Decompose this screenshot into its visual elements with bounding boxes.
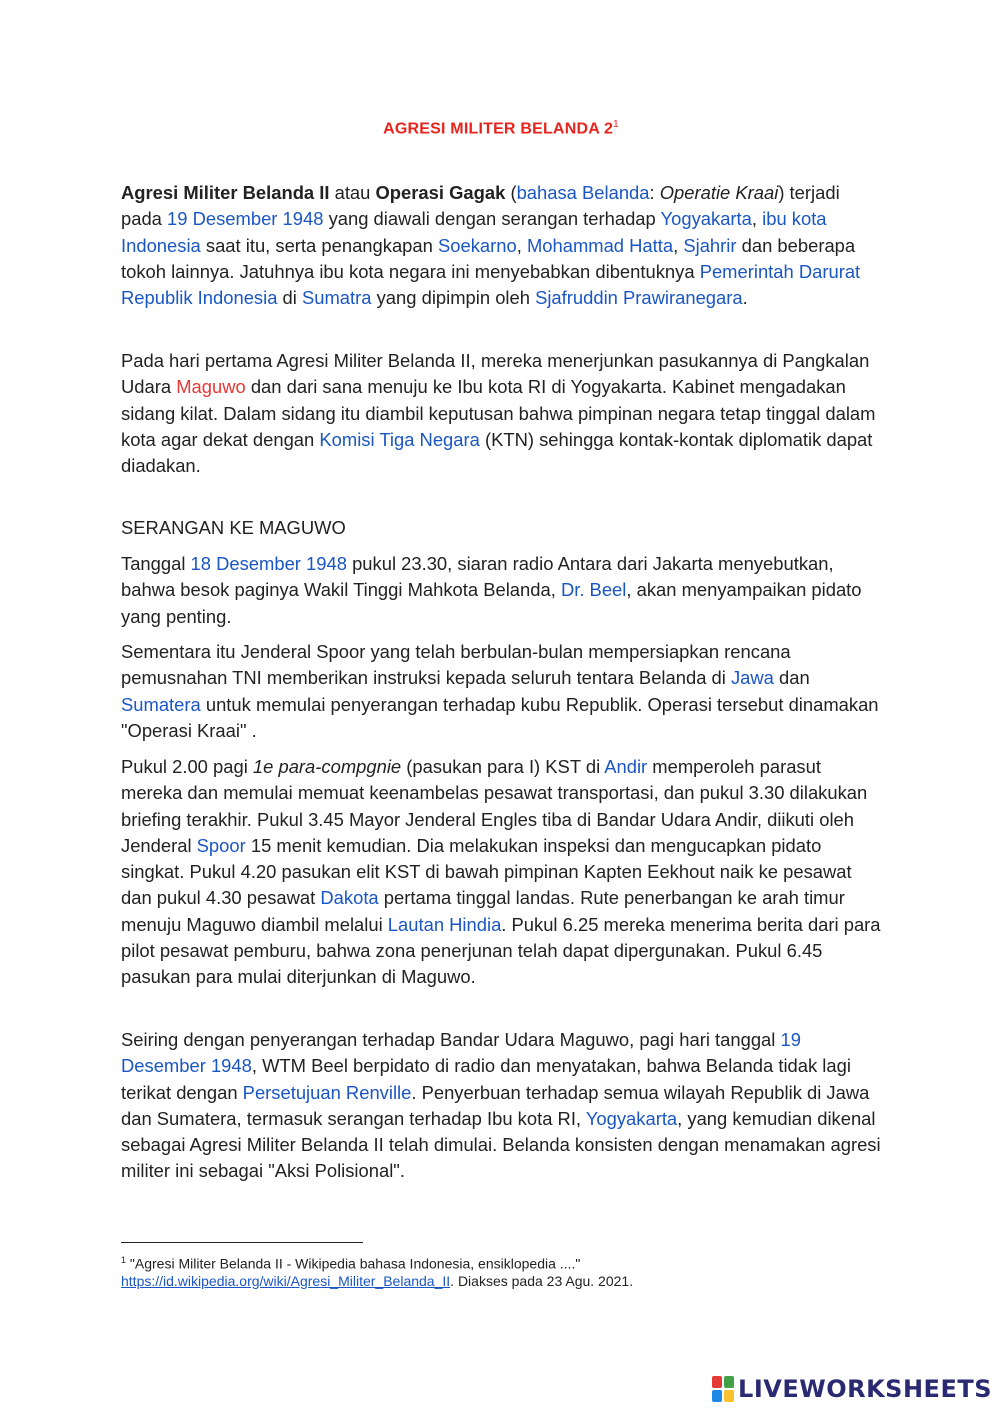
paragraph bbox=[121, 639, 881, 744]
inline-link[interactable]: Lautan Hindia bbox=[387, 913, 502, 935]
title-footnote-mark: 1 bbox=[613, 119, 619, 130]
inline-link[interactable]: Yogyakarta bbox=[660, 208, 752, 230]
watermark-text: LIVEWORKSHEETS bbox=[738, 1375, 992, 1403]
text-run: dan dari sana menuju ke Ibu kota RI di Yogyakarta. Kabinet mengadakan sidang kilat. Dalam sidang itu diambil keputusan bahwa pimpinan negara tetap tinggal dalam kota agar dekat dengan bbox=[121, 376, 876, 450]
text-run: , yang kemudian dikenal sebagai Agresi Militer Belanda II telah dimulai. Belanda konsisten dengan menamakan agresi militer ini sebagai "Aksi Polisional". bbox=[121, 1107, 881, 1182]
text-run: (pasukan para I) KST di bbox=[401, 756, 605, 777]
page-title bbox=[121, 119, 881, 138]
footnote-separator bbox=[121, 1242, 363, 1243]
text-run: , bbox=[751, 208, 763, 230]
inline-link[interactable]: Spoor bbox=[196, 834, 246, 856]
paragraph bbox=[121, 754, 881, 991]
text-run: di bbox=[277, 287, 302, 309]
text-run: Sementara itu Jenderal Spoor yang telah berbulan-bulan mempersiapkan rencana pemusnahan TNI memberikan instruksi kepada seluruh tentara Belanda di bbox=[121, 641, 791, 689]
inline-link[interactable]: Dr. Beel bbox=[560, 579, 627, 601]
inline-link[interactable]: Mohammad Hatta bbox=[526, 234, 674, 256]
text-run: : bbox=[649, 182, 660, 203]
inline-link[interactable]: Komisi Tiga Negara bbox=[319, 428, 480, 450]
text-run: untuk memulai penyerangan terhadap kubu Republik. Operasi tersebut dinamakan "Operasi Kraai" . bbox=[121, 693, 879, 741]
text-run: saat itu, serta penangkapan bbox=[200, 234, 438, 256]
footnote-text: "Agresi Militer Belanda II - Wikipedia bahasa Indonesia, ensiklopedia ...." bbox=[129, 1255, 581, 1272]
text-run: . bbox=[742, 287, 748, 309]
paragraph bbox=[121, 180, 881, 311]
paragraph bbox=[121, 551, 881, 630]
inline-link[interactable]: Yogyakarta bbox=[585, 1107, 678, 1129]
inline-link[interactable]: Soekarno bbox=[437, 234, 517, 256]
inline-link[interactable]: 19 Desember 1948 bbox=[167, 208, 324, 230]
text-run: dan beberapa tokoh lainnya. Jatuhnya ibu kota negara ini menyebabkan dibentuknya bbox=[121, 234, 856, 282]
text-run: , WTM Beel berpidato di radio dan menyatakan, bahwa Belanda tidak lagi terikat dengan bbox=[121, 1055, 851, 1103]
paragraph bbox=[121, 348, 881, 479]
text-run: (KTN) sehingga kontak-kontak diplomatik dapat diadakan. bbox=[121, 428, 873, 477]
text-run: , bbox=[516, 234, 527, 256]
liveworksheets-logo-icon bbox=[712, 1376, 734, 1402]
text-run: . Pukul 6.25 mereka menerima berita dari para pilot pesawat pemburu, bahwa zona penerjunan telah dapat dipergunakan. Pukul 6.45 pasukan para mulai diterjunkan di Maguwo. bbox=[121, 913, 881, 988]
text-run: , bbox=[673, 234, 684, 256]
inline-link[interactable]: Pemerintah Darurat Republik Indonesia bbox=[121, 260, 861, 309]
text-run: pertama tinggal landas. Rute penerbangan ke arah timur menuju Maguwo diambil melalui bbox=[121, 887, 845, 935]
footnote-mark: 1 bbox=[121, 1255, 127, 1265]
text-run: yang dipimpin oleh bbox=[371, 287, 536, 309]
inline-link[interactable]: ibu kota Indonesia bbox=[121, 208, 827, 256]
inline-link[interactable]: Jawa bbox=[730, 667, 774, 689]
text-run: Seiring dengan penyerangan terhadap Bandar Udara Maguwo, pagi hari tanggal bbox=[121, 1029, 781, 1050]
bold-text: Agresi Militer Belanda II bbox=[121, 182, 330, 203]
inline-link[interactable]: Andir bbox=[604, 756, 648, 777]
text-run: , akan menyampaikan pidato yang penting. bbox=[121, 579, 862, 627]
text-run: Pada hari pertama Agresi Militer Belanda II, mereka menerjunkan pasukannya di Pangkalan Udara bbox=[121, 350, 870, 398]
text-run: pukul 23.30, siaran radio Antara dari Jakarta menyebutkan, bahwa besok paginya Wakil Tinggi Mahkota Belanda, bbox=[121, 553, 834, 601]
paragraph bbox=[121, 1027, 881, 1185]
inline-link[interactable]: Dakota bbox=[320, 887, 379, 909]
italic-text: 1e para-compgnie bbox=[252, 756, 402, 777]
text-run: yang diawali dengan serangan terhadap bbox=[323, 208, 661, 230]
inline-link[interactable]: Persetujuan Renville bbox=[242, 1081, 412, 1103]
footnote-suffix: . Diakses pada 23 Agu. 2021. bbox=[450, 1272, 634, 1289]
inline-link[interactable]: Maguwo bbox=[176, 376, 246, 398]
italic-text: Operatie Kraai bbox=[659, 182, 779, 203]
text-run: Pukul 2.00 pagi bbox=[121, 756, 253, 777]
inline-link[interactable]: Sjafruddin Prawiranegara bbox=[535, 287, 743, 309]
footnote-link[interactable]: https://id.wikipedia.org/wiki/Agresi_Militer_Belanda_II bbox=[121, 1272, 451, 1289]
liveworksheets-watermark bbox=[712, 1372, 992, 1406]
text-run: dan bbox=[773, 667, 810, 689]
inline-link[interactable]: Sjahrir bbox=[683, 234, 737, 256]
bold-text: Operasi Gagak bbox=[375, 182, 506, 203]
text-run: . Penyerbuan terhadap semua wilayah Republik di Jawa dan Sumatera, termasuk serangan terhadap Ibu kota RI, bbox=[121, 1081, 870, 1129]
text-run: memperoleh parasut mereka dan memulai memuat keenambelas pesawat transportasi, dan pukul 3.30 dilakukan briefing terakhir. Pukul 3.45 Mayor Jenderal Engles tiba di Bandar Udara Andir, diikuti oleh Jenderal bbox=[121, 756, 868, 856]
text-run: ) terjadi pada bbox=[121, 182, 840, 230]
footnote bbox=[121, 1252, 881, 1290]
text-run: Tanggal bbox=[121, 553, 191, 574]
text-run: ( bbox=[505, 182, 517, 203]
text-run: 15 menit kemudian. Dia melakukan inspeksi dan mengucapkan pidato singkat. Pukul 4.20 pasukan elit KST di bawah pimpinan Kapten Eekhout naik ke pesawat dan pukul 4.30 pesawat bbox=[121, 834, 852, 909]
inline-link[interactable]: Sumatera bbox=[121, 693, 201, 715]
inline-link[interactable]: Sumatra bbox=[301, 287, 372, 309]
inline-link[interactable]: 19 Desember 1948 bbox=[121, 1029, 801, 1077]
page-title-text: AGRESI MILITER BELANDA 2 bbox=[383, 120, 614, 138]
inline-link[interactable]: bahasa Belanda bbox=[516, 182, 650, 203]
inline-link[interactable]: 18 Desember 1948 bbox=[190, 553, 347, 574]
section-heading: SERANGAN KE MAGUWO bbox=[121, 517, 346, 538]
text-run: atau bbox=[329, 182, 376, 203]
